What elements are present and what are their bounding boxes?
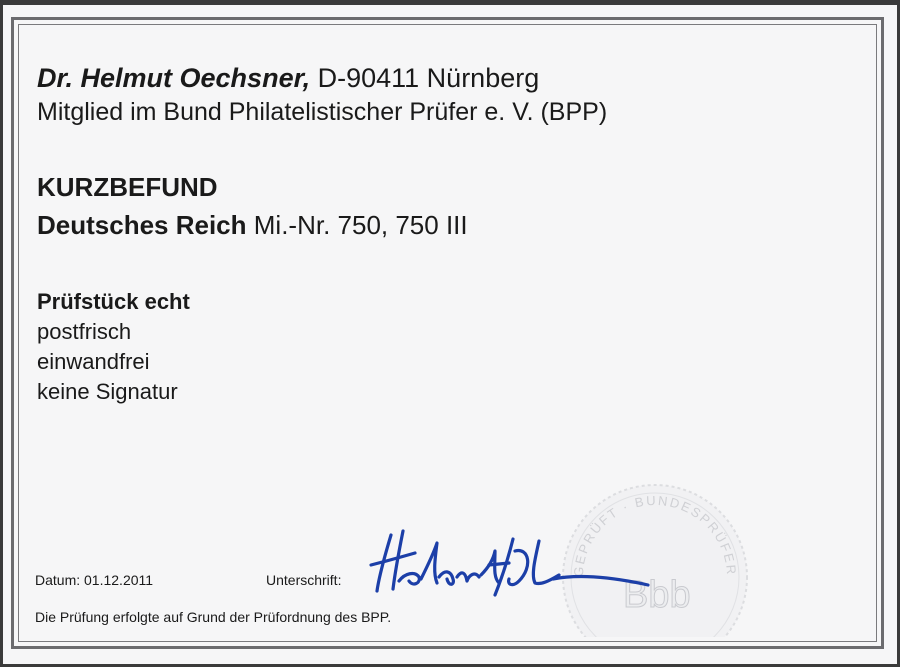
report-catalog: Mi.-Nr. 750, 750 III	[246, 210, 468, 240]
report-subject	[37, 210, 468, 241]
examiner-location: D-90411 Nürnberg	[310, 63, 540, 93]
result-verdict: Prüfstück echt	[37, 289, 190, 314]
footer-note: Die Prüfung erfolgte auf Grund der Prüfordnung des BPP.	[35, 609, 392, 625]
finding-item: postfrisch	[37, 319, 132, 344]
handwritten-signature	[363, 525, 653, 605]
signature-label: Unterschrift:	[266, 572, 342, 588]
seal-initials: Bbb	[623, 574, 691, 616]
certificate-paper	[3, 5, 897, 664]
finding-item: keine Signatur	[37, 379, 178, 404]
examiner-name: Dr. Helmut Oechsner,	[37, 63, 311, 93]
examiner-membership: Mitglied im Bund Philatelistischer Prüfer e. V. (BPP)	[37, 98, 608, 126]
issue-date: Datum: 01.12.2011	[35, 572, 154, 588]
finding-item: einwandfrei	[37, 349, 150, 374]
report-area: Deutsches Reich	[37, 210, 247, 240]
seal-ring-text: GEPRÜFT · BUNDESPRÜFER	[570, 492, 740, 578]
report-title: KURZBEFUND	[37, 172, 218, 202]
examiner-header	[37, 63, 539, 94]
